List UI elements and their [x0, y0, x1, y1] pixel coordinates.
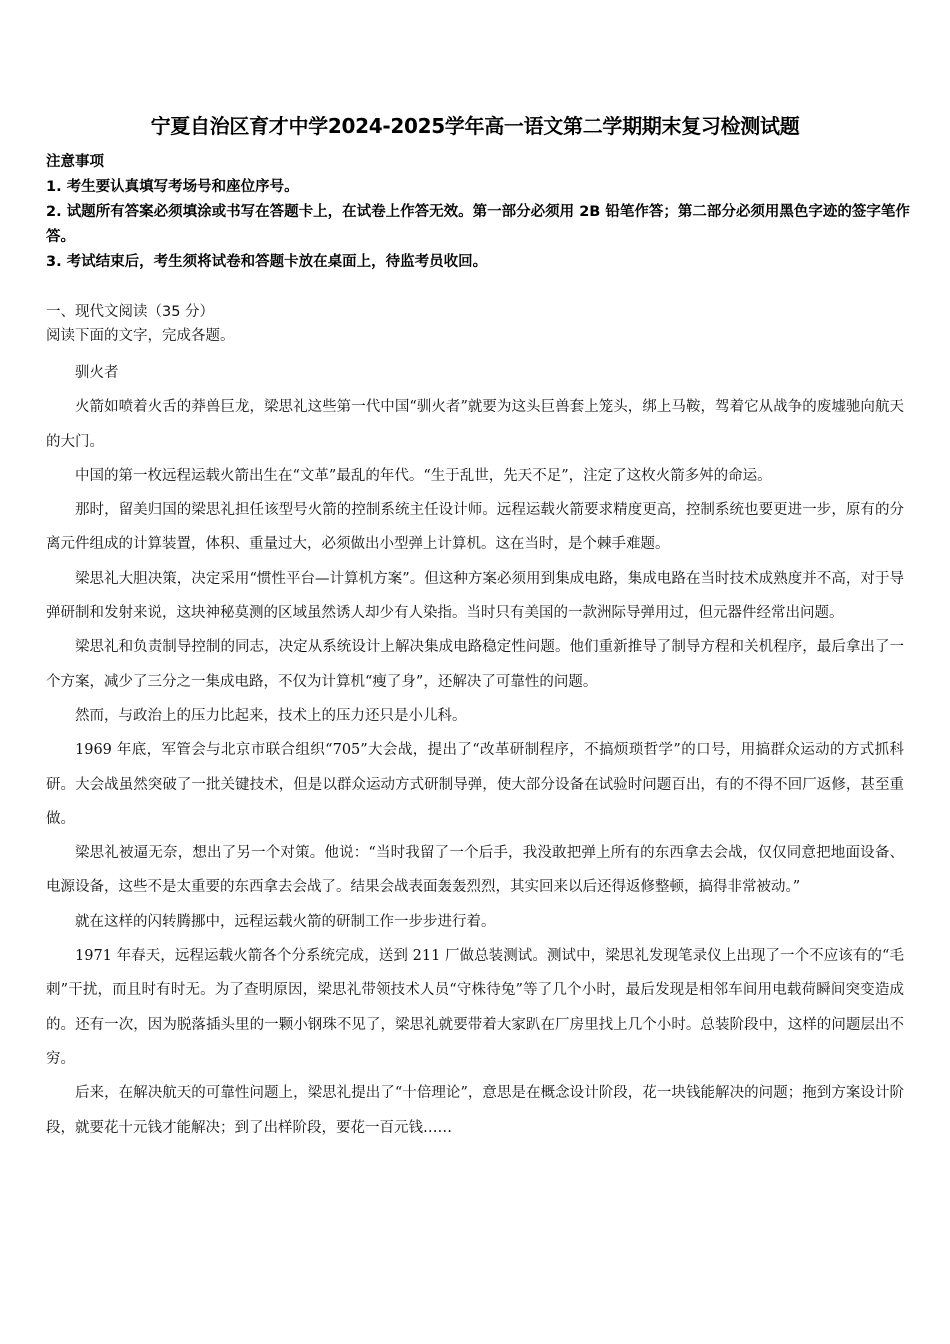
- article-paragraph: 中国的第一枚远程运载火箭出生在“文革”最乱的年代。“生于乱世，先天不足”，注定了这枚火箭多舛的命运。: [75, 467, 772, 484]
- article-paragraph: 梁思礼被逼无奈，想出了另一个对策。他说：“当时我留了一个后手，我没敢把弹上所有的东西拿去会战，仅仅同意把地面设备、电源设备，这些不是太重要的东西拿去会战了。结果会战表面轰轰烈烈，其实回来以后还得返修整顿，搞得非常被动。”: [46, 845, 904, 896]
- article-paragraph: 梁思礼和负责制导控制的同志，决定从系统设计上解决集成电路稳定性问题。他们重新推导了制导方程和关机程序，最后拿出了一个方案，减少了三分之一集成电路，不仅为计算机“瘦了身”，还解决了可靠性的问题。: [46, 639, 904, 690]
- article-paragraph: 梁思礼大胆决策，决定采用“惯性平台—计算机方案”。但这种方案必须用到集成电路，集成电路在当时技术成熟度并不高，对于导弹研制和发射来说，这块神秘莫测的区域虽然诱人却少有人染指。当时只有美国的一款洲际导弹用过，但元器件经常出问题。: [46, 570, 904, 622]
- article-paragraph: 就在这样的闪转腾挪中，远程运载火箭的研制工作一步步进行着。: [75, 913, 496, 930]
- notice-item: 1. 考生要认真填写考场号和座位序号。: [46, 179, 299, 195]
- notice-item: 2. 试题所有答案必须填涂或书写在答题卡上，在试卷上作答无效。第一部分必须用 2B 铅笔作答；第二部分必须用黑色字迹的签字笔作答。: [46, 204, 910, 245]
- article-paragraph: 然而，与政治上的压力比起来，技术上的压力还只是小儿科。: [75, 707, 467, 724]
- article-paragraph: 火箭如喷着火舌的莽兽巨龙，梁思礼这些第一代中国“驯火者”就要为这头巨兽套上笼头，绑上马鞍，驾着它从战争的废墟驰向航天的大门。: [46, 399, 904, 450]
- notice-heading: 注意事项: [46, 154, 104, 170]
- notice-item: 3. 考试结束后，考生须将试卷和答题卡放在桌面上，待监考员收回。: [46, 254, 488, 270]
- article-paragraph: 1971 年春天，远程运载火箭各个分系统完成，送到 211 厂做总装测试。测试中，梁思礼发现笔录仪上出现了一个不应该有的“毛刺”干扰，而且时有时无。为了查明原因，梁思礼带领技术人员“守株待兔”等了几个小时，最后发现是相邻车间用电载荷瞬间突变造成的。还有一次，因为脱落插头里的一颗小钢珠不见了，梁思礼就要带着大家趴在厂房里找上几个小时。总装阶段中，这样的问题层出不穷。: [46, 948, 904, 1067]
- notice-block: [46, 150, 916, 275]
- article-body: [46, 356, 904, 1145]
- article-title: 驯火者: [75, 365, 119, 381]
- article-paragraph: 后来，在解决航天的可靠性问题上，梁思礼提出了“十倍理论”，意思是在概念设计阶段，花一块钱能解决的问题；拖到方案设计阶段，就要花十元钱才能解决；到了出样阶段，要花一百元钱……: [46, 1085, 904, 1136]
- section-header: [46, 300, 916, 348]
- page-title: 宁夏自治区育才中学2024-2025学年高一语文第二学期期末复习检测试题: [150, 114, 800, 138]
- article-paragraph: 那时，留美归国的梁思礼担任该型号火箭的控制系统主任设计师。远程运载火箭要求精度更高，控制系统也要更进一步，原有的分离元件组成的计算装置，体积、重量过大，必须做出小型弹上计算机。这在当时，是个棘手难题。: [46, 502, 904, 553]
- section-instruction: 阅读下面的文字，完成各题。: [46, 328, 235, 344]
- article-paragraph: 1969 年底，军管会与北京市联合组织“705”大会战，提出了“改革研制程序，不搞烦琐哲学”的口号，用搞群众运动的方式抓科研。大会战虽然突破了一批关键技术，但是以群众运动方式研制导弹，使大部分设备在试验时问题百出，有的不得不回厂返修，甚至重做。: [46, 742, 904, 827]
- section-heading: 一、现代文阅读（35 分）: [46, 304, 215, 320]
